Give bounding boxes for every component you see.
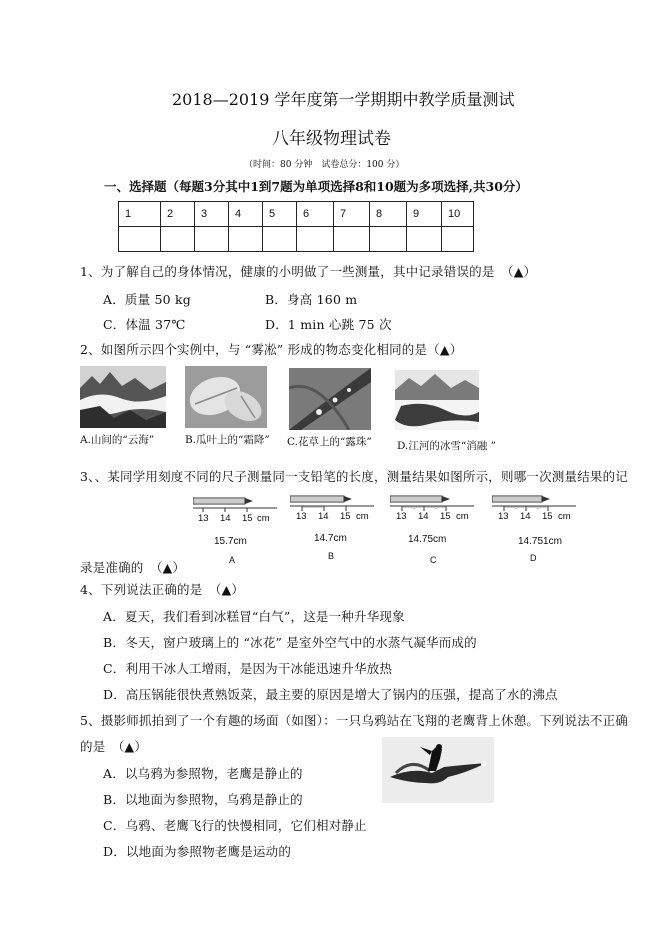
picture-crow-on-eagle [382, 737, 494, 803]
q2-stem: 2、如图所示四个实例中，与 “雾凇” 形成的物态变化相同的是（▲） [80, 342, 463, 357]
ruler-b-tick-15: 15 [340, 511, 351, 522]
ruler-d-unit: cm [558, 511, 571, 522]
ruler-d-letter: D [530, 553, 537, 563]
answer-cell[interactable] [229, 227, 263, 252]
ruler-c-unit: cm [456, 511, 469, 522]
exam-title: 2018—2019 学年度第一学期期中教学质量测试 [172, 90, 515, 109]
picture-melting-snow [395, 370, 479, 430]
exam-subtitle: 八年级物理试卷 [272, 129, 391, 149]
ruler-a-tick-14: 14 [220, 513, 231, 524]
q5-option-a: A．以乌鸦为参照物，老鹰是静止的 [103, 766, 303, 781]
ruler-d [492, 492, 576, 538]
q5-stem: 5、摄影师抓拍到了一个有趣的场面（如图）：一只乌鸦站在飞翔的老鹰背上休憩。下列说法不正确 [80, 713, 629, 728]
ruler-a-letter: A [229, 555, 236, 565]
ruler-c-letter: C [430, 555, 437, 565]
ruler-b [290, 492, 374, 538]
answer-cell[interactable] [195, 227, 229, 252]
picture-frost-leaf [185, 366, 267, 428]
answer-number: 2 [161, 202, 195, 227]
caption-c: C.花草上的“露珠” [287, 436, 372, 448]
ruler-d-tick-14: 14 [520, 511, 531, 522]
answer-table [118, 201, 474, 252]
ruler-b-unit: cm [356, 511, 369, 522]
answer-cell[interactable] [119, 227, 161, 252]
ruler-b-value: 14.7cm [314, 533, 347, 544]
answer-number: 7 [334, 202, 370, 227]
answer-number: 9 [407, 202, 442, 227]
caption-d: D.江河的冰雪“消融 ” [397, 440, 496, 452]
ruler-d-value: 14.751cm [518, 536, 562, 547]
ruler-a-tick-13: 13 [198, 513, 209, 524]
answer-cell[interactable] [297, 227, 334, 252]
ruler-a [193, 494, 277, 540]
q1-option-d: D．1 min 心跳 75 次 [265, 317, 392, 332]
q5-option-b: B．以地面为参照物，乌鸦是静止的 [103, 792, 303, 807]
answer-cell[interactable] [334, 227, 370, 252]
ruler-b-tick-13: 13 [296, 511, 307, 522]
picture-dew-grass [289, 368, 371, 430]
q1-option-b: B．身高 160 m [265, 292, 358, 307]
answer-cell[interactable] [442, 227, 474, 252]
q1-option-c: C．体温 37℃ [103, 317, 186, 332]
answer-table-header-row [119, 202, 474, 227]
ruler-b-tick-14: 14 [318, 511, 329, 522]
q4-stem: 4、下列说法正确的是 （▲） [80, 582, 245, 597]
ruler-c-tick-14: 14 [418, 511, 429, 522]
exam-note: （时间：80 分钟 试卷总分：100 分） [244, 160, 405, 170]
q5-option-c: C．乌鸦、老鹰飞行的快慢相同，它们相对静止 [103, 818, 367, 833]
q1-option-a: A．质量 50 kg [103, 292, 191, 307]
answer-cell[interactable] [370, 227, 407, 252]
ruler-d-tick-13: 13 [498, 511, 509, 522]
ruler-d-tick-15: 15 [542, 511, 553, 522]
answer-cell[interactable] [407, 227, 442, 252]
q5-option-d: D．以地面为参照物老鹰是运动的 [103, 844, 292, 859]
q4-option-c: C．利用干冰人工增雨，是因为干冰能迅速升华放热 [103, 661, 393, 676]
caption-a: A.山间的“云海” [80, 434, 155, 446]
q3-stem: 3、、某同学用刻度不同的尺子测量同一支铅笔的长度，测量结果如图所示，则哪一次测量结果的记 [80, 469, 629, 484]
ruler-c-tick-15: 15 [440, 511, 451, 522]
section-heading: 一、选择题（每题3分其中1到7题为单项选择8和10题为多项选择,共30分） [104, 179, 528, 194]
q4-option-b: B．冬天，窗户玻璃上的 “冰花” 是室外空气中的水蒸气凝华而成的 [103, 635, 477, 650]
q4-option-a: A．夏天，我们看到冰糕冒“白气”，这是一种升华现象 [103, 609, 405, 624]
ruler-a-value: 15.7cm [214, 536, 247, 547]
answer-number: 6 [297, 202, 334, 227]
answer-number: 1 [119, 202, 161, 227]
answer-number: 4 [229, 202, 263, 227]
picture-cloud-sea [80, 366, 166, 428]
ruler-b-letter: B [328, 551, 335, 561]
q5-stem-continued: 的是 （▲） [80, 739, 148, 754]
ruler-a-tick-15: 15 [242, 513, 253, 524]
ruler-c [390, 492, 474, 538]
answer-number: 10 [442, 202, 474, 227]
answer-number: 8 [370, 202, 407, 227]
answer-table-blank-row [119, 227, 474, 252]
q3-stem-continued: 录是准确的 （▲） [80, 560, 186, 575]
answer-number: 3 [195, 202, 229, 227]
ruler-c-value: 14.75cm [408, 534, 447, 545]
answer-cell[interactable] [263, 227, 297, 252]
ruler-c-tick-13: 13 [396, 511, 407, 522]
answer-cell[interactable] [161, 227, 195, 252]
q4-option-d: D．高压锅能很快煮熟饭菜，最主要的原因是增大了锅内的压强，提高了水的沸点 [103, 687, 558, 702]
caption-b: B.瓜叶上的“霜降” [185, 434, 270, 446]
answer-number: 5 [263, 202, 297, 227]
ruler-a-unit: cm [257, 513, 270, 524]
q1-stem: 1、为了解自己的身体情况，健康的小明做了一些测量，其中记录错误的是 （▲） [80, 264, 537, 279]
